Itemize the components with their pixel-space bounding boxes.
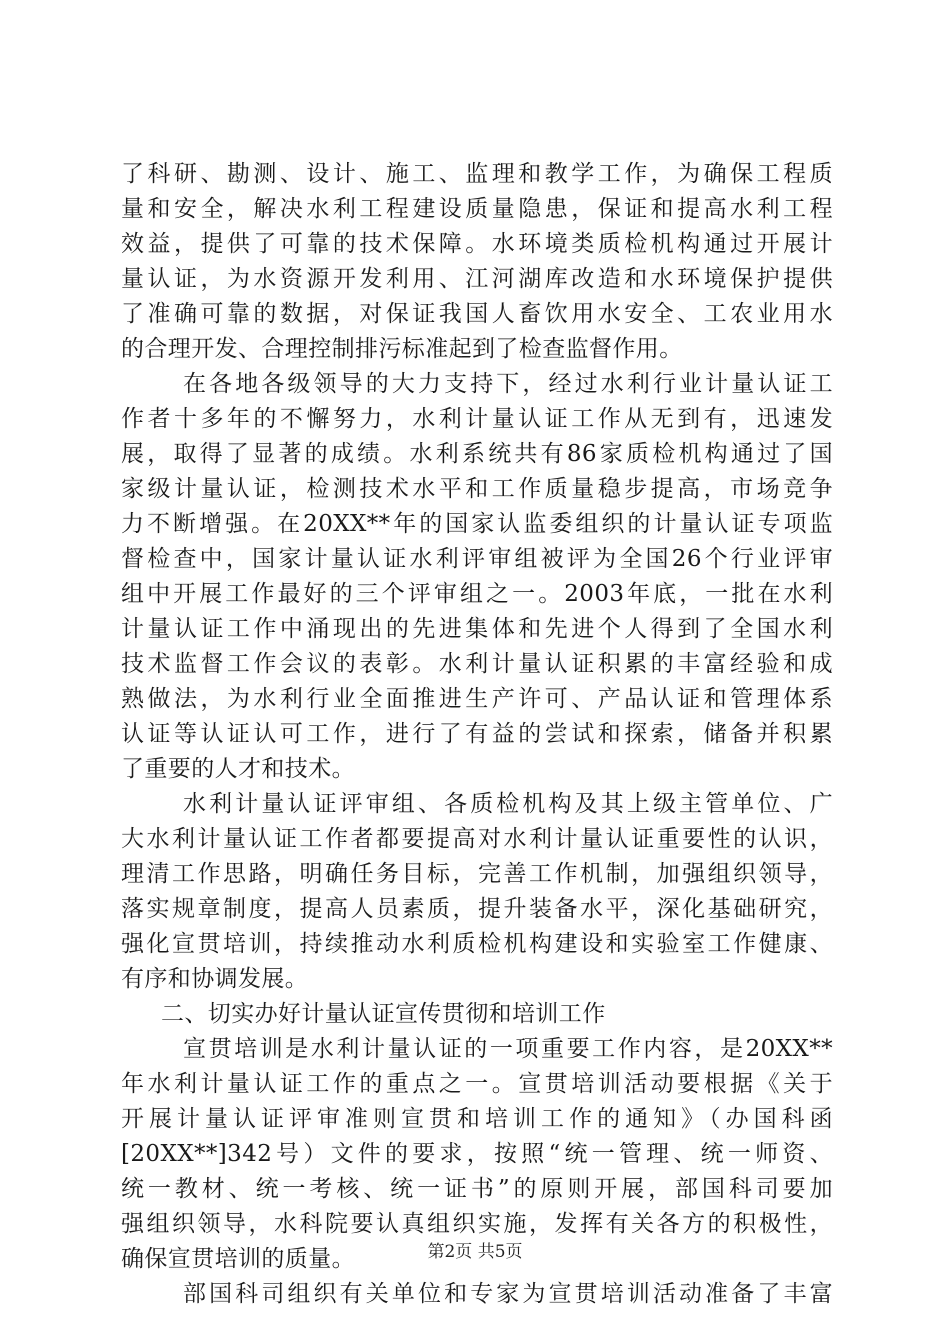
text-line: 督检查中，国家计量认证水利评审组被评为全国26个行业评审 (121, 546, 833, 572)
text-line: 量认证，为水资源开发利用、江河湖库改造和水环境保护提供 (121, 266, 833, 292)
text-line: 了科研、勘测、设计、施工、监理和教学工作，为确保工程质 (121, 161, 833, 187)
section-heading: 二、切实办好计量认证宣传贯彻和培训工作 (161, 1001, 606, 1027)
body-text (121, 157, 833, 1312)
text-line: [20XX**]342号）文件的要求，按照“统一管理、统一师资、 (121, 1141, 833, 1167)
text-line: 家级计量认证，检测技术水平和工作质量稳步提高，市场竞争 (121, 476, 833, 502)
text-line: 落实规章制度，提高人员素质，提升装备水平，深化基础研究， (121, 896, 833, 922)
text-line: 强化宣贯培训，持续推动水利质检机构建设和实验室工作健康、 (121, 931, 833, 957)
text-line: 了重要的人才和技术。 (121, 756, 355, 782)
text-line: 在各地各级领导的大力支持下，经过水利行业计量认证工 (183, 371, 833, 397)
text-line: 认证等认证认可工作，进行了有益的尝试和探索，储备并积累 (121, 721, 833, 747)
text-line: 技术监督工作会议的表彰。水利计量认证积累的丰富经验和成 (121, 651, 833, 677)
text-line: 宣贯培训是水利计量认证的一项重要工作内容，是20XX** (183, 1036, 833, 1062)
text-line: 熟做法，为水利行业全面推进生产许可、产品认证和管理体系 (121, 686, 833, 712)
text-line: 了准确可靠的数据，对保证我国人畜饮用水安全、工农业用水 (121, 301, 833, 327)
text-line: 确保宣贯培训的质量。 (121, 1246, 355, 1272)
text-line: 有序和协调发展。 (121, 966, 309, 992)
text-line: 开展计量认证评审准则宣贯和培训工作的通知》（办国科函 (121, 1106, 833, 1132)
text-line: 强组织领导，水科院要认真组织实施，发挥有关各方的积极性， (121, 1211, 833, 1237)
text-line: 大水利计量认证工作者都要提高对水利计量认证重要性的认识， (121, 826, 833, 852)
text-line: 水利计量认证评审组、各质检机构及其上级主管单位、广 (183, 791, 833, 817)
text-line: 作者十多年的不懈努力，水利计量认证工作从无到有，迅速发 (121, 406, 833, 432)
page-number-footer: 第2页 共5页 (427, 1242, 523, 1262)
text-line: 年水利计量认证工作的重点之一。宣贯培训活动要根据《关于 (121, 1071, 833, 1097)
text-line: 力不断增强。在20XX**年的国家认监委组织的计量认证专项监 (121, 511, 833, 537)
text-line: 效益，提供了可靠的技术保障。水环境类质检机构通过开展计 (121, 231, 833, 257)
text-line: 的合理开发、合理控制排污标准起到了检查监督作用。 (121, 336, 683, 362)
text-line: 组中开展工作最好的三个评审组之一。2003年底，一批在水利 (121, 581, 833, 607)
text-line: 展，取得了显著的成绩。水利系统共有86家质检机构通过了国 (121, 441, 833, 467)
text-line: 统一教材、统一考核、统一证书”的原则开展，部国科司要加 (121, 1176, 833, 1202)
text-line: 计量认证工作中涌现出的先进集体和先进个人得到了全国水利 (121, 616, 833, 642)
text-line: 部国科司组织有关单位和专家为宣贯培训活动准备了丰富 (183, 1281, 833, 1307)
text-line: 量和安全，解决水利工程建设质量隐患，保证和提高水利工程 (121, 196, 833, 222)
text-line: 理清工作思路，明确任务目标，完善工作机制，加强组织领导， (121, 861, 833, 887)
